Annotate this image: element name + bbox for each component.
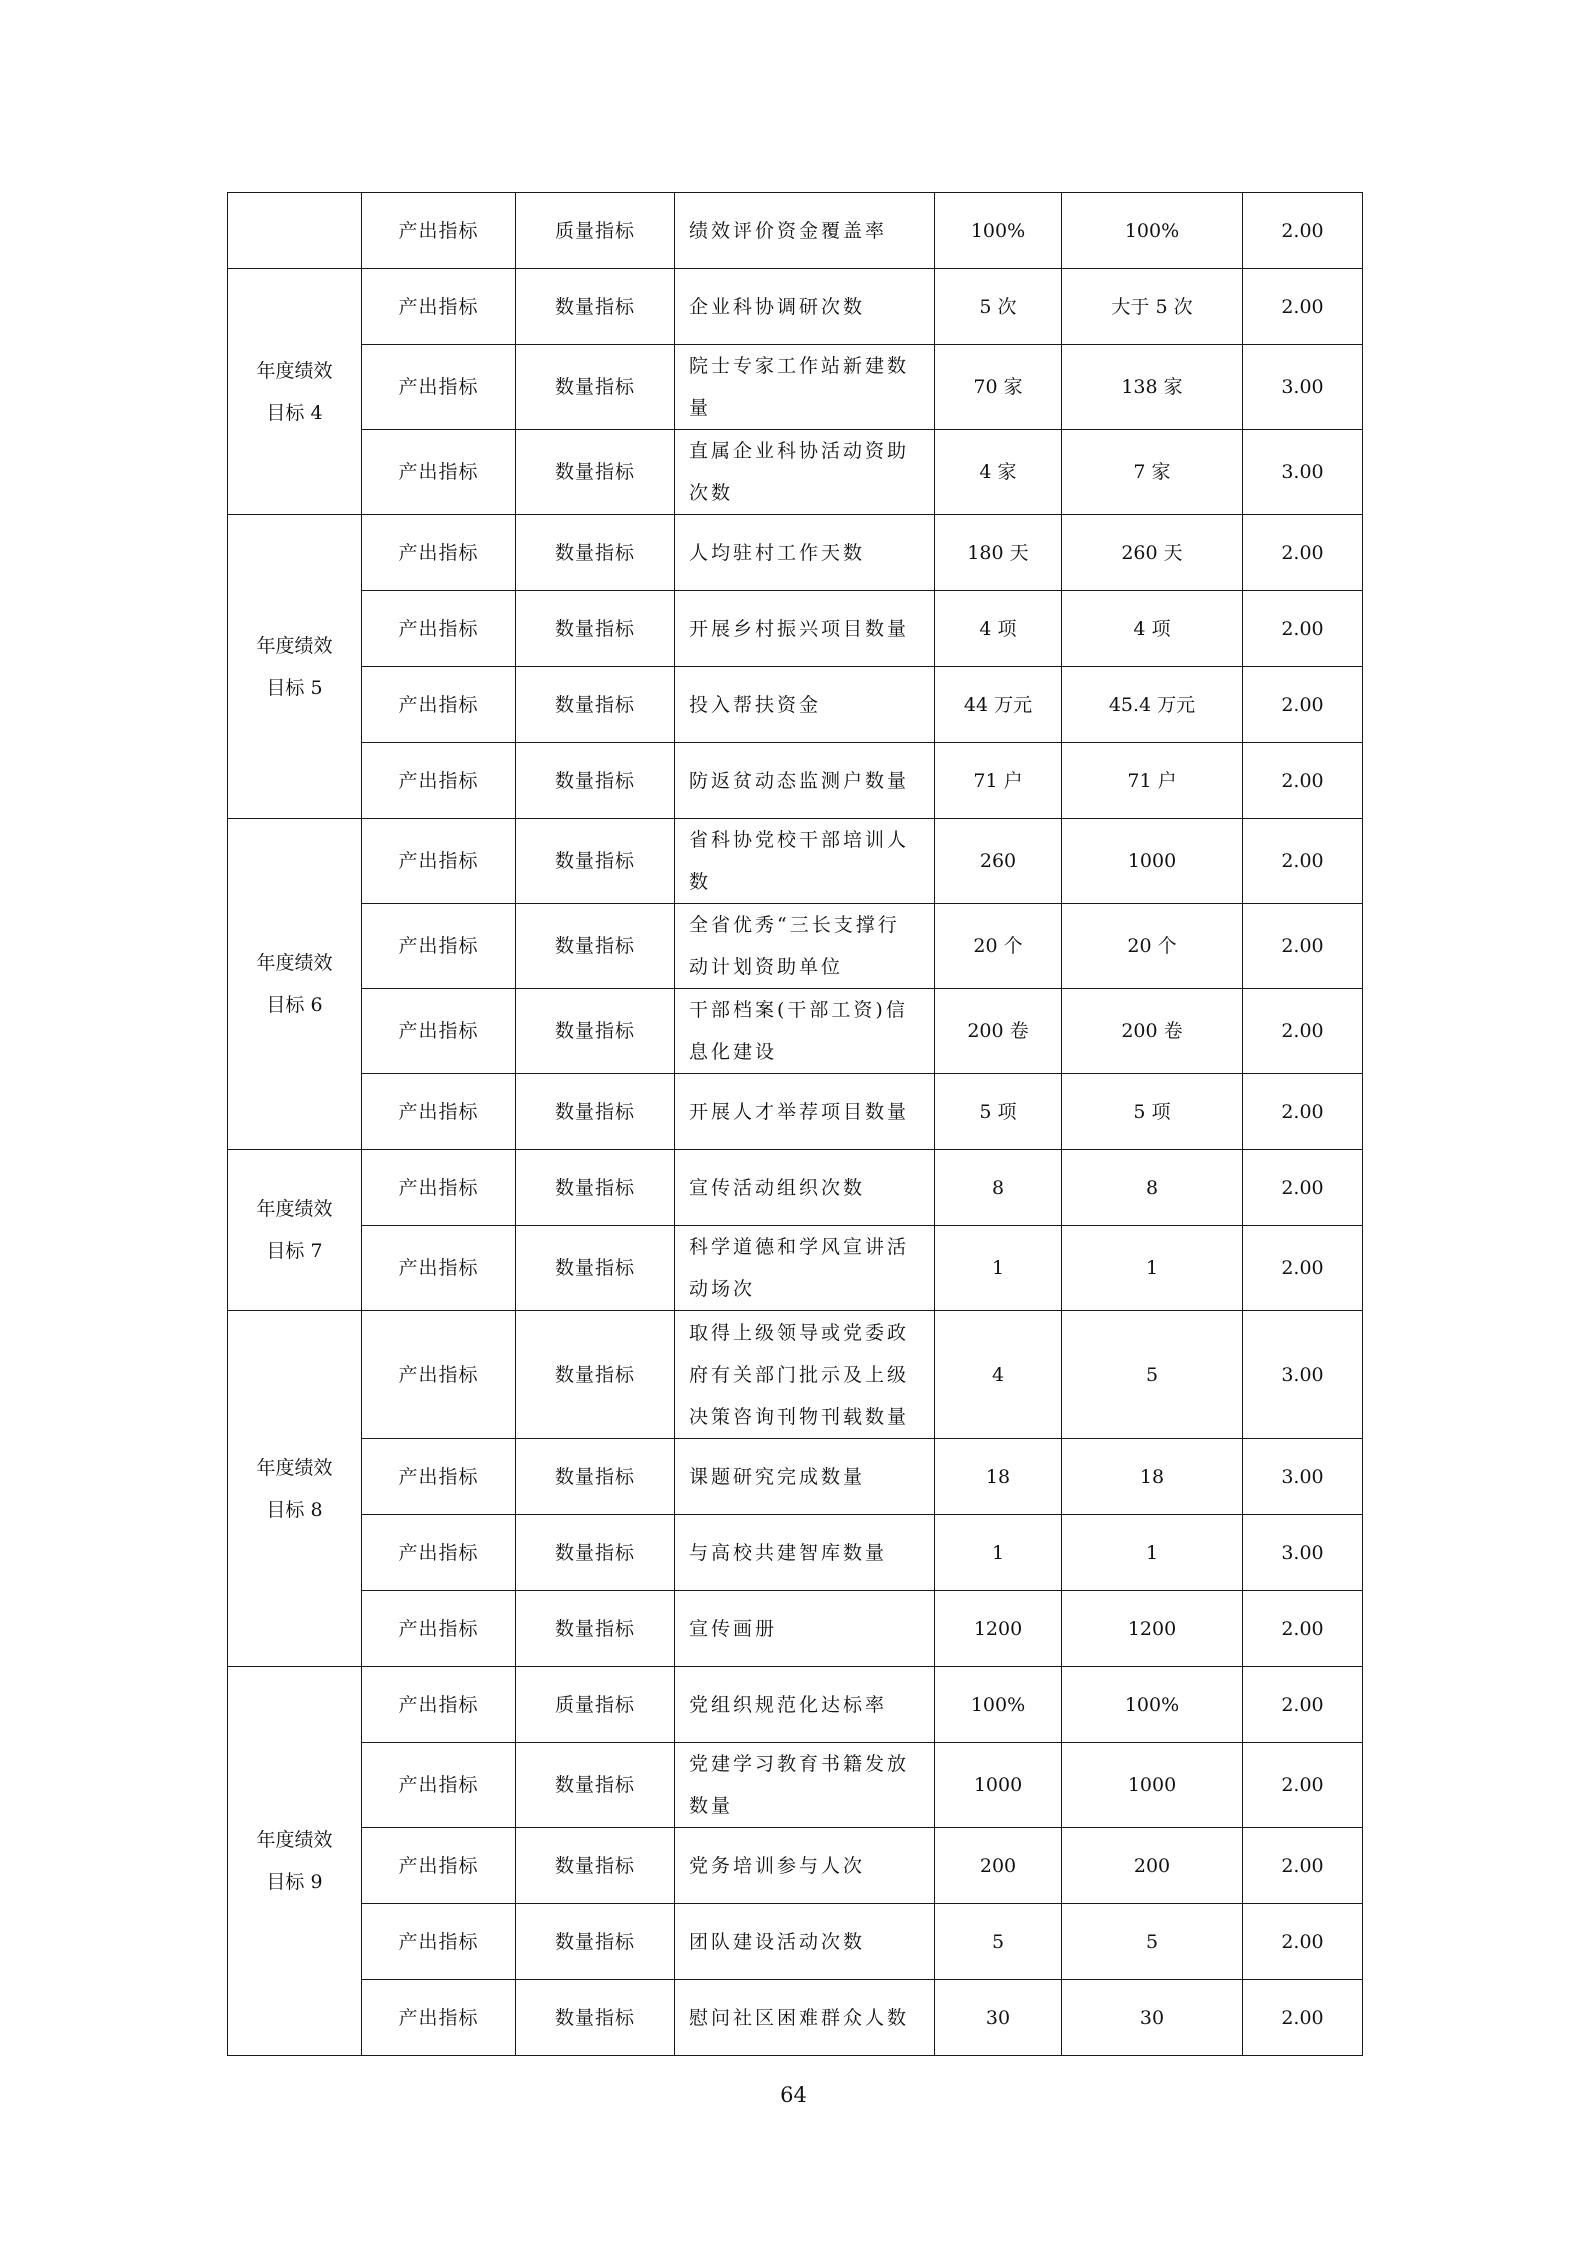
table-row xyxy=(228,193,1363,269)
target-value: 4 家 xyxy=(935,430,1062,515)
table-row xyxy=(228,904,1363,989)
actual-value: 5 项 xyxy=(1062,1074,1243,1150)
indicator-name: 直属企业科协活动资助次数 xyxy=(675,430,935,515)
score-value: 2.00 xyxy=(1243,1828,1363,1904)
indicator-subcategory: 数量指标 xyxy=(516,1980,675,2056)
target-value: 4 xyxy=(935,1311,1062,1439)
indicator-subcategory: 数量指标 xyxy=(516,1439,675,1515)
performance-table xyxy=(227,192,1363,2056)
table-row xyxy=(228,1439,1363,1515)
indicator-category: 产出指标 xyxy=(362,193,516,269)
target-value: 20 个 xyxy=(935,904,1062,989)
score-value: 2.00 xyxy=(1243,1743,1363,1828)
score-value: 2.00 xyxy=(1243,269,1363,345)
indicator-name: 省科协党校干部培训人数 xyxy=(675,819,935,904)
table-row xyxy=(228,1150,1363,1226)
indicator-subcategory: 数量指标 xyxy=(516,989,675,1074)
indicator-name: 党务培训参与人次 xyxy=(675,1828,935,1904)
indicator-category: 产出指标 xyxy=(362,1667,516,1743)
indicator-name: 干部档案(干部工资)信息化建设 xyxy=(675,989,935,1074)
indicator-name: 慰问社区困难群众人数 xyxy=(675,1980,935,2056)
indicator-subcategory: 数量指标 xyxy=(516,743,675,819)
table-row xyxy=(228,591,1363,667)
indicator-category: 产出指标 xyxy=(362,904,516,989)
indicator-subcategory: 数量指标 xyxy=(516,1743,675,1828)
table-row xyxy=(228,1828,1363,1904)
score-value: 3.00 xyxy=(1243,1439,1363,1515)
actual-value: 18 xyxy=(1062,1439,1243,1515)
score-value: 2.00 xyxy=(1243,819,1363,904)
score-value: 2.00 xyxy=(1243,1904,1363,1980)
score-value: 2.00 xyxy=(1243,1150,1363,1226)
indicator-name: 宣传画册 xyxy=(675,1591,935,1667)
actual-value: 45.4 万元 xyxy=(1062,667,1243,743)
target-value: 1 xyxy=(935,1226,1062,1311)
actual-value: 100% xyxy=(1062,193,1243,269)
indicator-name: 科学道德和学风宣讲活动场次 xyxy=(675,1226,935,1311)
actual-value: 4 项 xyxy=(1062,591,1243,667)
indicator-subcategory: 数量指标 xyxy=(516,819,675,904)
indicator-name: 企业科协调研次数 xyxy=(675,269,935,345)
indicator-name: 绩效评价资金覆盖率 xyxy=(675,193,935,269)
score-value: 2.00 xyxy=(1243,515,1363,591)
table-row xyxy=(228,1074,1363,1150)
actual-value: 71 户 xyxy=(1062,743,1243,819)
score-value: 3.00 xyxy=(1243,430,1363,515)
actual-value: 100% xyxy=(1062,1667,1243,1743)
score-value: 2.00 xyxy=(1243,667,1363,743)
indicator-subcategory: 数量指标 xyxy=(516,1311,675,1439)
indicator-subcategory: 数量指标 xyxy=(516,1904,675,1980)
indicator-subcategory: 数量指标 xyxy=(516,515,675,591)
target-value: 180 天 xyxy=(935,515,1062,591)
score-value: 2.00 xyxy=(1243,193,1363,269)
target-label: 年度绩效 目标 8 xyxy=(228,1311,362,1667)
target-value: 100% xyxy=(935,193,1062,269)
score-value: 3.00 xyxy=(1243,345,1363,430)
target-value: 44 万元 xyxy=(935,667,1062,743)
indicator-name: 院士专家工作站新建数量 xyxy=(675,345,935,430)
indicator-category: 产出指标 xyxy=(362,1515,516,1591)
target-value: 70 家 xyxy=(935,345,1062,430)
indicator-subcategory: 数量指标 xyxy=(516,1591,675,1667)
indicator-category: 产出指标 xyxy=(362,1311,516,1439)
indicator-name: 宣传活动组织次数 xyxy=(675,1150,935,1226)
actual-value: 1000 xyxy=(1062,819,1243,904)
indicator-name: 党建学习教育书籍发放数量 xyxy=(675,1743,935,1828)
table-row xyxy=(228,1980,1363,2056)
table-row xyxy=(228,1667,1363,1743)
table-row xyxy=(228,345,1363,430)
table-row xyxy=(228,819,1363,904)
indicator-subcategory: 数量指标 xyxy=(516,1515,675,1591)
target-value: 100% xyxy=(935,1667,1062,1743)
indicator-category: 产出指标 xyxy=(362,1074,516,1150)
score-value: 2.00 xyxy=(1243,743,1363,819)
target-value: 5 xyxy=(935,1904,1062,1980)
target-value: 71 户 xyxy=(935,743,1062,819)
actual-value: 200 卷 xyxy=(1062,989,1243,1074)
actual-value: 1 xyxy=(1062,1515,1243,1591)
target-value: 1200 xyxy=(935,1591,1062,1667)
indicator-category: 产出指标 xyxy=(362,1150,516,1226)
indicator-category: 产出指标 xyxy=(362,667,516,743)
target-label xyxy=(228,193,362,269)
indicator-name: 课题研究完成数量 xyxy=(675,1439,935,1515)
indicator-subcategory: 数量指标 xyxy=(516,1226,675,1311)
indicator-name: 防返贫动态监测户数量 xyxy=(675,743,935,819)
score-value: 2.00 xyxy=(1243,1074,1363,1150)
score-value: 2.00 xyxy=(1243,1226,1363,1311)
target-label: 年度绩效 目标 6 xyxy=(228,819,362,1150)
target-value: 200 卷 xyxy=(935,989,1062,1074)
target-label: 年度绩效 目标 4 xyxy=(228,269,362,515)
indicator-subcategory: 数量指标 xyxy=(516,1074,675,1150)
table-row xyxy=(228,1591,1363,1667)
indicator-name: 与高校共建智库数量 xyxy=(675,1515,935,1591)
indicator-category: 产出指标 xyxy=(362,989,516,1074)
target-value: 8 xyxy=(935,1150,1062,1226)
target-value: 1000 xyxy=(935,1743,1062,1828)
target-label: 年度绩效 目标 5 xyxy=(228,515,362,819)
indicator-name: 开展人才举荐项目数量 xyxy=(675,1074,935,1150)
target-value: 1 xyxy=(935,1515,1062,1591)
target-value: 5 项 xyxy=(935,1074,1062,1150)
actual-value: 20 个 xyxy=(1062,904,1243,989)
indicator-subcategory: 数量指标 xyxy=(516,430,675,515)
indicator-category: 产出指标 xyxy=(362,591,516,667)
indicator-subcategory: 质量指标 xyxy=(516,193,675,269)
score-value: 2.00 xyxy=(1243,989,1363,1074)
indicator-category: 产出指标 xyxy=(362,1226,516,1311)
indicator-subcategory: 数量指标 xyxy=(516,269,675,345)
indicator-name: 全省优秀“三长支撑行动计划资助单位 xyxy=(675,904,935,989)
target-value: 5 次 xyxy=(935,269,1062,345)
indicator-category: 产出指标 xyxy=(362,1591,516,1667)
indicator-category: 产出指标 xyxy=(362,345,516,430)
score-value: 3.00 xyxy=(1243,1515,1363,1591)
table-row xyxy=(228,430,1363,515)
actual-value: 5 xyxy=(1062,1904,1243,1980)
target-value: 4 项 xyxy=(935,591,1062,667)
indicator-subcategory: 数量指标 xyxy=(516,345,675,430)
page-number: 64 xyxy=(780,2083,807,2107)
indicator-name: 团队建设活动次数 xyxy=(675,1904,935,1980)
actual-value: 5 xyxy=(1062,1311,1243,1439)
table-row xyxy=(228,989,1363,1074)
indicator-category: 产出指标 xyxy=(362,269,516,345)
score-value: 3.00 xyxy=(1243,1311,1363,1439)
table-row xyxy=(228,1226,1363,1311)
target-value: 18 xyxy=(935,1439,1062,1515)
target-value: 260 xyxy=(935,819,1062,904)
score-value: 2.00 xyxy=(1243,591,1363,667)
actual-value: 7 家 xyxy=(1062,430,1243,515)
actual-value: 260 天 xyxy=(1062,515,1243,591)
actual-value: 200 xyxy=(1062,1828,1243,1904)
indicator-category: 产出指标 xyxy=(362,515,516,591)
score-value: 2.00 xyxy=(1243,1980,1363,2056)
table-row xyxy=(228,1515,1363,1591)
actual-value: 138 家 xyxy=(1062,345,1243,430)
table-row xyxy=(228,1311,1363,1439)
actual-value: 大于 5 次 xyxy=(1062,269,1243,345)
table-row xyxy=(228,1904,1363,1980)
indicator-category: 产出指标 xyxy=(362,1980,516,2056)
table-row xyxy=(228,1743,1363,1828)
actual-value: 8 xyxy=(1062,1150,1243,1226)
indicator-subcategory: 数量指标 xyxy=(516,904,675,989)
indicator-category: 产出指标 xyxy=(362,1904,516,1980)
target-label: 年度绩效 目标 7 xyxy=(228,1150,362,1311)
indicator-category: 产出指标 xyxy=(362,430,516,515)
target-value: 30 xyxy=(935,1980,1062,2056)
actual-value: 30 xyxy=(1062,1980,1243,2056)
indicator-subcategory: 数量指标 xyxy=(516,1828,675,1904)
indicator-category: 产出指标 xyxy=(362,743,516,819)
indicator-category: 产出指标 xyxy=(362,1439,516,1515)
indicator-category: 产出指标 xyxy=(362,1828,516,1904)
indicator-name: 开展乡村振兴项目数量 xyxy=(675,591,935,667)
indicator-name: 党组织规范化达标率 xyxy=(675,1667,935,1743)
score-value: 2.00 xyxy=(1243,1591,1363,1667)
indicator-name: 取得上级领导或党委政府有关部门批示及上级决策咨询刊物刊载数量 xyxy=(675,1311,935,1439)
indicator-name: 投入帮扶资金 xyxy=(675,667,935,743)
target-label: 年度绩效 目标 9 xyxy=(228,1667,362,2056)
table-row xyxy=(228,743,1363,819)
actual-value: 1200 xyxy=(1062,1591,1243,1667)
actual-value: 1000 xyxy=(1062,1743,1243,1828)
indicator-subcategory: 数量指标 xyxy=(516,591,675,667)
indicator-subcategory: 数量指标 xyxy=(516,1150,675,1226)
table-row xyxy=(228,667,1363,743)
indicator-category: 产出指标 xyxy=(362,1743,516,1828)
table-row xyxy=(228,269,1363,345)
indicator-category: 产出指标 xyxy=(362,819,516,904)
actual-value: 1 xyxy=(1062,1226,1243,1311)
indicator-name: 人均驻村工作天数 xyxy=(675,515,935,591)
score-value: 2.00 xyxy=(1243,1667,1363,1743)
indicator-subcategory: 质量指标 xyxy=(516,1667,675,1743)
score-value: 2.00 xyxy=(1243,904,1363,989)
target-value: 200 xyxy=(935,1828,1062,1904)
indicator-subcategory: 数量指标 xyxy=(516,667,675,743)
table-row xyxy=(228,515,1363,591)
